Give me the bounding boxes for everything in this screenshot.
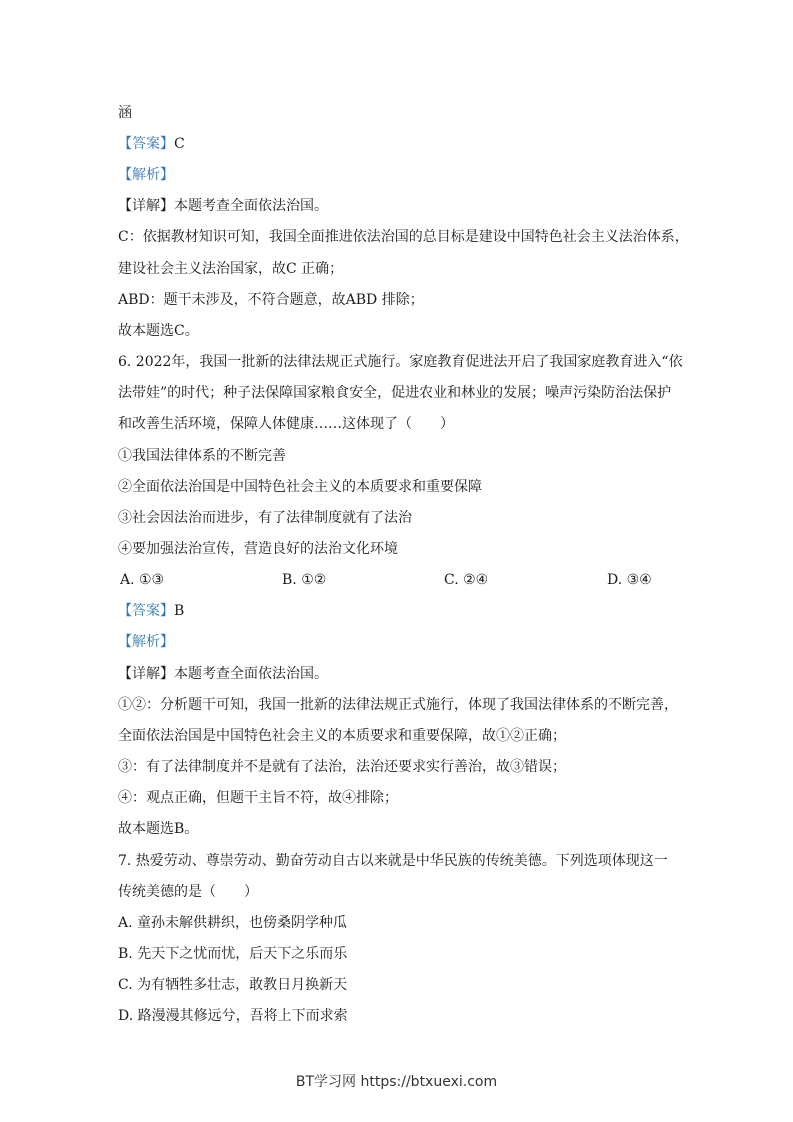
analysis-tag: 【解析】 [118,167,174,183]
statement-4: ④要加强法治宣传，营造良好的法治文化环境 [118,541,398,557]
detail-line: 【详解】本题考查全面依法治国。 [118,198,328,214]
text-line: ③：有了法律制度并不是就有了法治，法治还要求实行善治，故③错误； [118,759,566,775]
text-line: 全面依法治国是中国特色社会主义的本质要求和重要保障，故①②正确； [118,728,566,744]
question-7-option-d: D. 路漫漫其修远兮，吾将上下而求索 [118,1008,348,1024]
text-line: ABD：题干未涉及，不符合题意，故ABD 排除； [118,292,424,308]
option-c: C. ②④ [444,572,489,588]
text-line: 涵 [118,105,132,121]
text-line: 故本题选C。 [118,323,199,339]
text-line: 建设社会主义法治国家，故C 正确； [118,261,344,277]
text-line: C：依据教材知识可知，我国全面推进依法治国的总目标是建设中国特色社会主义法治体系， [118,229,689,245]
question-6-line: 6. 2022年，我国一批新的法律法规正式施行。家庭教育促进法开启了我国家庭教育进入“依 [118,354,683,370]
answer-tag: 【答案】 [118,603,174,619]
analysis-tag: 【解析】 [118,634,174,650]
question-7-option-b: B. 先天下之忧而忧，后天下之乐而乐 [118,946,348,962]
answer-value: B [174,603,185,619]
statement-2: ②全面依法治国是中国特色社会主义的本质要求和重要保障 [118,479,482,495]
statement-1: ①我国法律体系的不断完善 [118,448,286,464]
text-line: 故本题选B。 [118,821,199,837]
option-b: B. ①② [282,572,327,588]
answer-line [118,603,184,619]
question-7-line: 传统美德的是（ ） [118,884,258,900]
question-7-line: 7. 热爱劳动、尊崇劳动、勤奋劳动自古以来就是中华民族的传统美德。下列选项体现这一 [118,853,668,869]
option-d: D. ③④ [607,572,652,588]
text-line: ①②：分析题干可知，我国一批新的法律法规正式施行，体现了我国法律体系的不断完善， [118,697,678,713]
question-6-line: 法带娃”的时代；种子法保障国家粮食安全，促进农业和林业的发展；噪声污染防治法保护 [118,385,672,401]
question-7-option-a: A. 童孙未解供耕织，也傍桑阴学种瓜 [118,915,348,931]
question-6-line: 和改善生活环境，保障人体健康……这体现了（ ） [118,416,454,432]
detail-line: 【详解】本题考查全面依法治国。 [118,666,328,682]
answer-tag: 【答案】 [118,136,174,152]
answer-value: C [174,136,185,152]
answer-line [118,136,185,152]
question-7-option-c: C. 为有牺牲多壮志，敢教日月换新天 [118,977,348,993]
option-a: A. ①③ [120,572,165,588]
statement-3: ③社会因法治而进步，有了法律制度就有了法治 [118,510,412,526]
footer-watermark: BT学习网 https://btxuexi.com [295,1074,498,1090]
text-line: ④：观点正确，但题干主旨不符，故④排除； [118,790,398,806]
